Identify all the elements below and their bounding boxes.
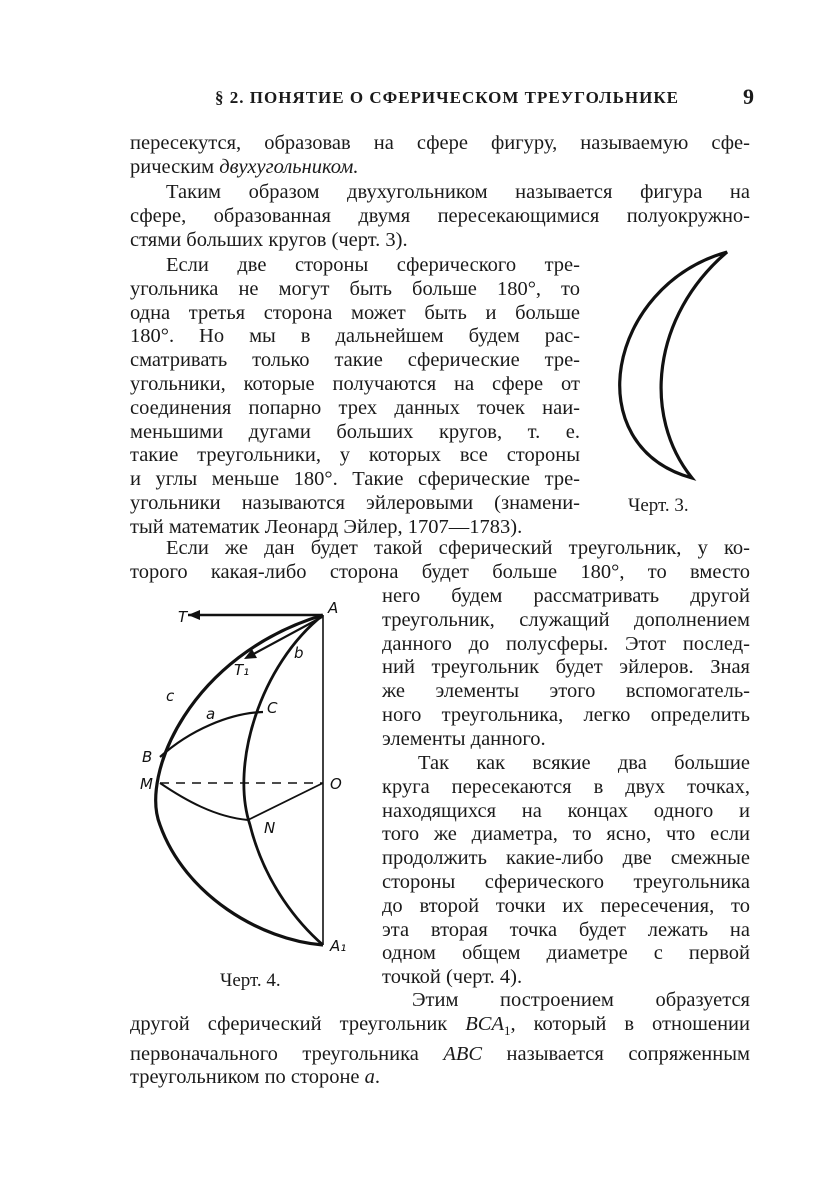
label-a1: A₁ — [330, 937, 347, 955]
text-line: угольники называются эйлеровыми (знамени- — [130, 491, 580, 514]
figure-4-caption: Черт. 4. — [220, 970, 281, 991]
text-line: одном общем диаметре с первой — [382, 942, 750, 965]
text-line: сматривать только такие сферические тре- — [130, 349, 580, 372]
text-line: угольники, которые получаются на сфере от — [130, 372, 580, 395]
text-line: ний треугольник будет эйлеров. Зная — [382, 656, 750, 679]
text-span: называется сопряженным — [482, 1042, 750, 1065]
label-b-vertex: B — [142, 748, 153, 766]
arc-m-n — [160, 783, 248, 820]
text-line: Таким образом двухугольником называется фигура на — [166, 181, 750, 203]
label-c-vertex: C — [267, 699, 278, 717]
text-line: угольника не могут быть больше 180°, то — [130, 277, 580, 300]
text-line: круга пересекаются в двух точках, — [382, 775, 750, 798]
text-line: него будем рассматривать другой — [382, 585, 750, 607]
text-line: меньшими дугами больших кругов, т. е. — [130, 420, 580, 443]
text-line: элементы данного. — [382, 727, 546, 750]
text-line: же элементы этого вспомогатель- — [382, 680, 750, 703]
text-line: эта вторая точка будет лежать на — [382, 918, 750, 941]
text-line: 180°. Но мы в дальнейшем будем рас- — [130, 325, 580, 348]
page-number: 9 — [743, 84, 755, 109]
text-line: торого какая-либо сторона будет больше 180°, то вместо — [130, 560, 750, 583]
label-b: b — [294, 644, 304, 662]
paragraph-3 — [130, 254, 580, 540]
text-line: тый математик Леонард Эйлер, 1707—1783). — [130, 515, 523, 538]
line-n-o — [248, 783, 323, 820]
text-line: и углы меньше 180°. Такие сферические тре- — [130, 468, 580, 491]
text-line: до второй точки их пересечения, то — [382, 894, 750, 917]
text-line — [130, 1043, 750, 1067]
triangle-bca1: BCA — [465, 1012, 504, 1035]
text-line: сфере, образованная двумя пересекающимися полуокружно- — [130, 204, 750, 227]
text-line: стороны сферического треугольника — [382, 870, 750, 893]
figure-3-lune — [597, 246, 737, 486]
text-line: данного до полусферы. Этот послед- — [382, 632, 750, 655]
text-span: . — [374, 1066, 381, 1089]
label-o: O — [330, 775, 342, 793]
lune-outline — [620, 252, 727, 478]
paragraph-6 — [130, 989, 750, 1090]
text-line: Если же дан будет такой сферический треугольник, у ко- — [166, 537, 750, 559]
figure-3-caption: Черт. 3. — [628, 495, 689, 516]
text-line: Если две стороны сферического тре- — [166, 254, 580, 276]
text-span: первоначального треугольника — [130, 1042, 444, 1065]
label-a: A — [328, 599, 339, 617]
text-span: треугольником по стороне — [130, 1066, 365, 1089]
text-line: продолжить какие-либо две смежные — [382, 847, 750, 870]
arrowhead-t — [188, 610, 200, 620]
text-span: рическим — [130, 155, 220, 178]
label-c-side: c — [166, 687, 175, 705]
text-line: стями больших кругов (черт. 3). — [130, 228, 408, 251]
text-line — [130, 1066, 750, 1090]
text-line: точкой (черт. 4). — [382, 966, 523, 989]
term-two-gon: двухугольником. — [219, 155, 359, 178]
side-a-italic: a — [364, 1066, 375, 1089]
text-span: , который в отношении — [510, 1012, 750, 1035]
text-line: одна третья сторона может быть и больше — [130, 301, 580, 324]
subscript-1: 1 — [503, 1022, 511, 1038]
label-n: N — [264, 819, 276, 837]
label-t1: T₁ — [234, 661, 250, 679]
text-span: другой сферический треугольник — [130, 1012, 466, 1035]
text-line: такие треугольники, у которых все стороны — [130, 444, 580, 467]
paragraph-4-intro — [130, 537, 750, 585]
triangle-abc: ABC — [443, 1042, 483, 1065]
label-m: M — [140, 775, 153, 793]
text-line: Этим построением образуется — [412, 989, 750, 1011]
figure-4-spherical-triangle — [130, 595, 360, 965]
text-line: треугольник, служащий дополнением — [382, 608, 750, 631]
text-line — [130, 156, 750, 180]
text-line: того же диаметра, то ясно, что если — [382, 823, 750, 846]
section-title: § 2. ПОНЯТИЕ О СФЕРИЧЕСКОМ ТРЕУГОЛЬНИКЕ — [215, 88, 679, 107]
paragraph-2 — [130, 181, 750, 252]
paragraph-4-rest — [382, 585, 750, 752]
text-line: пересекутся, образовав на сфере фигуру, называемую сфе- — [130, 132, 750, 154]
text-line — [130, 1013, 750, 1043]
label-a-side: a — [206, 705, 216, 723]
great-circle-inner — [244, 615, 323, 945]
label-t: T — [178, 608, 188, 626]
running-header — [215, 84, 755, 114]
text-line: Так как всякие два большие — [418, 752, 750, 774]
text-line: находящихся на концах одного и — [382, 799, 750, 822]
text-line: соединения попарно трех данных точек наи- — [130, 396, 580, 419]
tangent-line-t1 — [248, 617, 322, 657]
text-line: ного треугольника, легко определить — [382, 703, 750, 726]
paragraph-1 — [130, 132, 750, 180]
paragraph-5 — [382, 752, 750, 990]
